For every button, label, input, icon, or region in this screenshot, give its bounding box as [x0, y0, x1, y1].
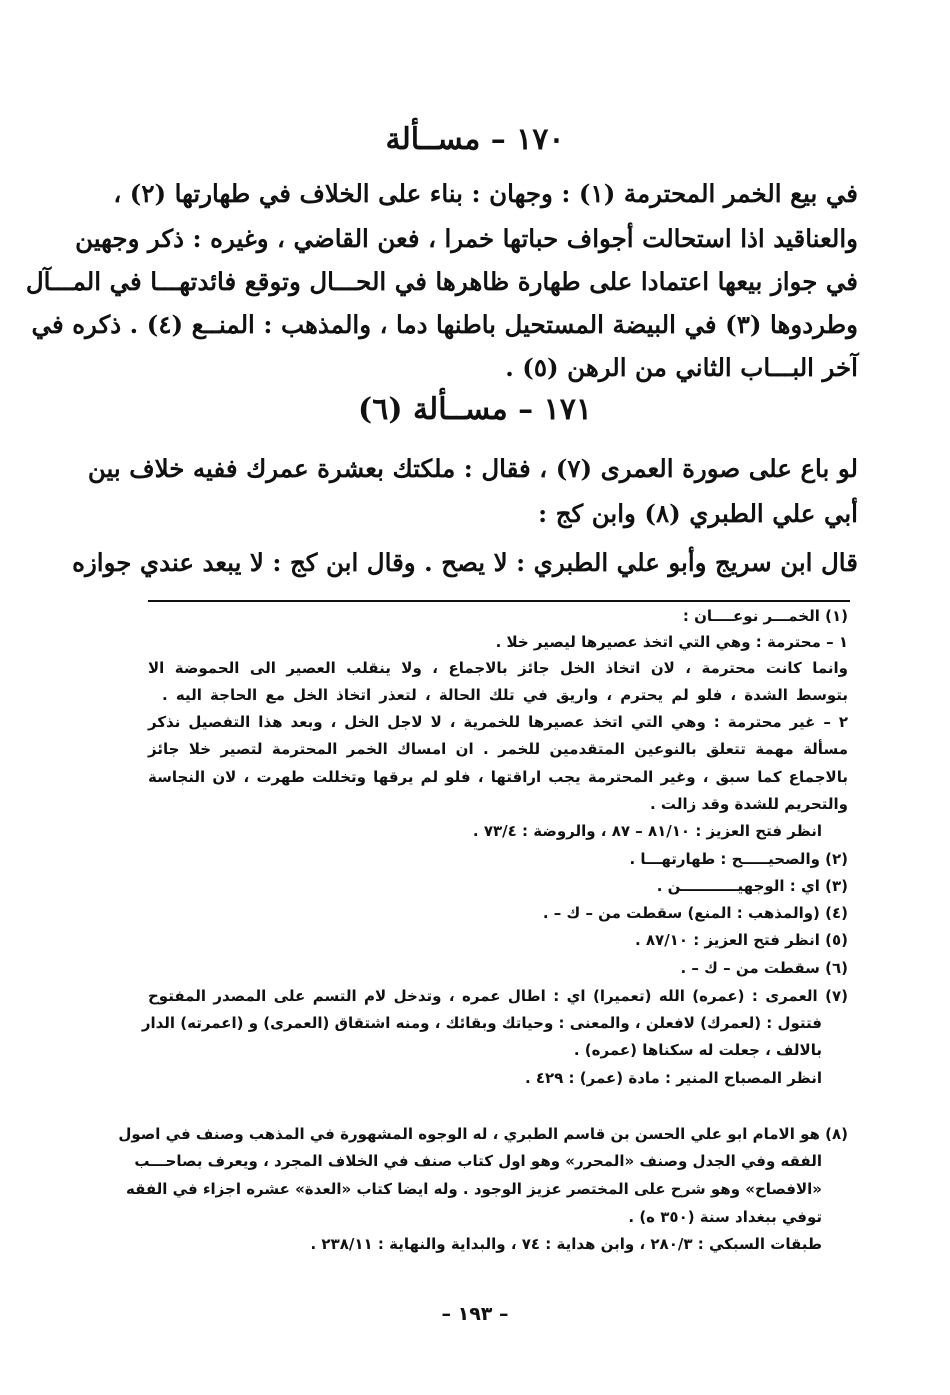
- footnote-7-line-1: (٧) العمرى : (عمره) الله (تعميرا) اي : اطال عمره ، وتدخل لام التسم على المصدر المفتوح: [148, 987, 848, 1005]
- footnote-8-line-1: (٨) هو الامام ابو علي الحسن بن قاسم الطبري ، له الوجوه المشهورة في المذهب وصنف في اصول: [118, 1125, 848, 1143]
- footnote-1-line-4: بتوسط الشدة ، فلو لم يحترم ، واريق في تلك الحالة ، لتعذر اتخاذ الخل مع الحاجة اليه .: [162, 686, 848, 704]
- page-number: – ١٩٣ –: [441, 1303, 509, 1325]
- footnote-1-line-3: وانما كانت محترمة ، لان اتخاذ الخل جائز بالاجماع ، ولا ينقلب العصير الى الحموضة الا: [148, 659, 848, 677]
- footnote-1-line-1: (١) الخمـــر نوعــــان :: [682, 607, 848, 625]
- footnote-8-line-5: طبقات السبكي : ٢٨٠/٣ ، وابن هداية : ٧٤ ، والبداية والنهاية : ٢٣٨/١١ .: [310, 1235, 822, 1253]
- footnote-1-line-9: انظر فتح العزيز : ٨١/١٠ – ٨٧ ، والروضة : ٧٣/٤ .: [472, 822, 822, 840]
- footnote-3: (٣) اي : الوجهيـــــــــــن .: [656, 877, 848, 895]
- footnote-5: (٥) انظر فتح العزيز : ٨٧/١٠ .: [634, 931, 848, 949]
- footnote-7-line-2: فتتول : (لعمرك) لافعلن ، والمعنى : وحياتك وبقائك ، ومنه اشتقاق (العمرى) و (اعمرته) الدار: [141, 1014, 822, 1032]
- masala-170-heading: ١٧٠ – مســألة: [385, 122, 565, 157]
- footnote-separator: [148, 600, 850, 602]
- masala-170-line-3: في جواز بيعها اعتمادا على طهارة ظاهرها في الحـــال وتوقع فائدتهـــا في المـــآل: [25, 267, 858, 296]
- footnote-2: (٢) والصحيـــــح : طهارتهـــا .: [629, 850, 848, 868]
- footnote-1-line-7: بالاجماع كما سبق ، وغير المحترمة يجب اراقتها ، فلو لم يرقها وتخللت طهرت ، لان النجاسة: [148, 768, 848, 786]
- footnote-8-line-4: توفي ببغداد سنة (٣٥٠ ه) .: [628, 1208, 822, 1226]
- masala-171-line-2: أبي علي الطبري (٨) وابن كج :: [538, 499, 858, 528]
- footnote-1-line-8: والتحريم للشدة وقد زالت .: [650, 795, 848, 813]
- masala-170-line-4: وطردوها (٣) في البيضة المستحيل باطنها دما ، والمذهب : المنــع (٤) . ذكره في: [31, 310, 858, 339]
- footnote-7-line-4: انظر المصباح المنير : مادة (عمر) : ٤٢٩ .: [524, 1069, 822, 1087]
- masala-171-line-1: لو باع على صورة العمرى (٧) ، فقال : ملكتك بعشرة عمرك ففيه خلاف بين: [87, 454, 858, 483]
- footnote-8-line-2: الفقه وفي الجدل وصنف «المحرر» وهو اول كتاب صنف في الخلاف المجرد ، ويعرف بصاحـــب: [134, 1152, 822, 1170]
- footnote-8-line-3: «الافصاح» وهو شرح على المختصر عزيز الوجود . وله ايضا كتاب «العدة» عشره اجزاء في الفقه: [125, 1180, 822, 1198]
- footnote-1-line-5: ٢ – غير محترمة : وهي التي اتخذ عصيرها للخمرية ، لا لاجل الخل ، وبعد هذا التفصيل نذكر: [148, 713, 848, 731]
- masala-171-heading: ١٧١ – مســألة (٦): [358, 392, 592, 427]
- masala-170-line-2: والعناقيد اذا استحالت أجواف حباتها خمرا ، فعن القاضي ، وغيره : ذكر وجهين: [75, 224, 858, 253]
- footnote-7-line-3: بالالف ، جعلت له سكناها (عمره) .: [573, 1041, 822, 1059]
- masala-170-line-1: في بيع الخمر المحترمة (١) : وجهان : بناء على الخلاف في طهارتها (٢) ،: [113, 179, 858, 208]
- footnote-6: (٦) سقطت من – ك – .: [680, 959, 848, 977]
- masala-171-line-3: قال ابن سريج وأبو علي الطبري : لا يصح . وقال ابن كج : لا يبعد عندي جوازه: [72, 548, 858, 577]
- masala-170-line-5: آخر البـــاب الثاني من الرهن (٥) .: [505, 353, 858, 382]
- footnote-1-line-2: ١ – محترمة : وهي التي اتخذ عصيرها ليصير خلا .: [495, 633, 848, 651]
- footnote-1-line-6: مسألة مهمة تتعلق بالنوعين المتقدمين للخمر . ان امساك الخمر المحترمة لتصير خلا جائز: [148, 740, 848, 758]
- footnote-4: (٤) (والمذهب : المنع) سقطت من – ك – .: [542, 904, 848, 922]
